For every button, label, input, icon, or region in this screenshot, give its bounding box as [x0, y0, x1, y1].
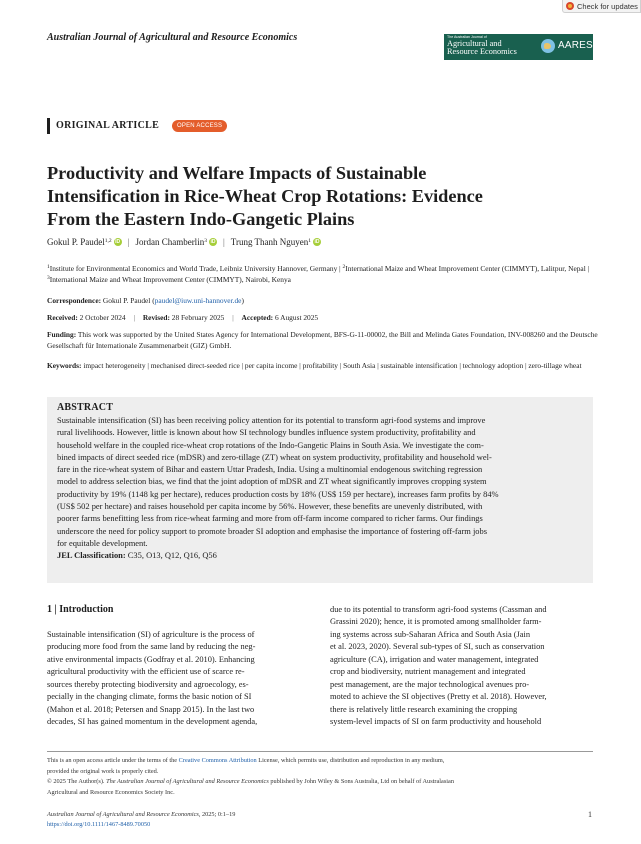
body-line: ing systems across sub-Saharan Africa and South Asia (Jain [330, 629, 531, 639]
orcid-icon[interactable]: iD [115, 239, 121, 245]
license-link[interactable]: Creative Commons Attribution [178, 757, 257, 764]
crossmark-icon [566, 2, 574, 10]
funding [47, 329, 607, 351]
affil-sup: 3 [47, 275, 50, 281]
affil-sup: 2 [342, 264, 346, 270]
body-line: producing more food from the same land by reducing the neg- [47, 642, 256, 652]
affiliation-1: Institute for Environmental Economics and World Trade, Leibniz University Hannover, Germany [49, 264, 338, 273]
title-line: Productivity and Welfare Impacts of Sustainable [47, 163, 427, 183]
copyright-text: © 2025 The Author(s). [47, 778, 107, 786]
abstract-line: (US$ 502 per hectare) and raises household per capita income by 56%. However, these benefits are unevenly distributed, with [57, 501, 483, 512]
keywords-label: Keywords: [47, 361, 82, 370]
abstract-text [57, 414, 585, 549]
abstract-line: fare in the rice-wheat system of Bihar and eastern Uttar Pradesh, India. Using a multinomial endogenous switching regression [57, 464, 483, 475]
body-line: (Mahon et al. 2018; Petersen and Snapp 2015). In the last two [47, 704, 255, 714]
author-separator: | [127, 237, 130, 247]
body-line: due to its potential to transform agri-food systems (Cassman and [330, 605, 547, 614]
funding-label: Funding: [47, 330, 77, 339]
body-line: system-level impacts of SI on farm productivity and household [330, 717, 542, 727]
article-dates [47, 312, 318, 323]
received-date: 2 October 2024 [79, 313, 126, 322]
received-label: Received: [47, 313, 78, 322]
license-text: This is an open access article under the terms of the [47, 757, 179, 764]
author-affil-sup: 3 [204, 238, 207, 244]
citation-journal: Australian Journal of Agricultural and Resource Economics [47, 811, 199, 818]
abstract-line: household welfare in the coupled rice-wheat crop rotations of the Indo-Gangetic Plains in South Asia. We investigate the com- [57, 439, 484, 450]
footer-license [47, 756, 597, 798]
author-affil-sup: 1 [308, 238, 312, 244]
abstract-line: for equitable development. [57, 537, 148, 548]
body-line: Sustainable intensification (SI) of agriculture is the process of [47, 630, 255, 639]
correspondence: Correspondence: Gokul P. Paudel (paudel@iuw.uni-hannover.de) [47, 296, 244, 305]
check-for-updates-button[interactable] [562, 0, 641, 13]
body-line: agriculture (CA), irrigation and water management, integrated [330, 654, 539, 664]
open-access-badge[interactable]: OPEN ACCESS [172, 120, 227, 132]
author-name[interactable]: Trung Thanh Nguyen [230, 237, 309, 247]
page-number: 1 [588, 810, 592, 819]
copyright-text: Agricultural and Resource Economics Society Inc. [47, 788, 175, 796]
accepted-label: Accepted: [241, 313, 274, 322]
logo-small-text: The Australian Journal of [447, 35, 487, 39]
globe-icon [541, 39, 555, 53]
author-name[interactable]: Jordan Chamberlin [135, 237, 205, 247]
body-line: there is relatively little research examining the cropping [330, 704, 518, 714]
abstract-line: productivity by 19% (1148 kg per hectare), reduces production costs by 18% (US$ 159 per hectare), increases farm profits by 84% [57, 488, 499, 499]
logo-org: AARES [558, 40, 593, 51]
abstract-line: Sustainable intensification (SI) has been receiving policy attention for its potential to transform agri-food systems and improve [57, 415, 486, 425]
abstract-heading: ABSTRACT [57, 402, 114, 413]
jel-codes: C35, O13, Q12, Q16, Q56 [127, 550, 217, 561]
citation-volume: , 2025; 0:1–19 [198, 811, 236, 818]
orcid-icon[interactable]: iD [314, 239, 320, 245]
affiliation-2: International Maize and Wheat Improvement Center (CIMMYT), Lalitpur, Nepal [345, 264, 586, 273]
affiliations [47, 263, 607, 285]
revised-label: Revised: [142, 313, 170, 322]
body-line: ative environmental impacts (Godfray et al. 2010). Enhancing [47, 654, 255, 664]
article-type: ORIGINAL ARTICLE [56, 120, 160, 131]
copyright-journal: The Australian Journal of Agricultural and Resource Economics [106, 778, 269, 786]
body-line: agricultural productivity with the efficient use of scarce re- [47, 667, 245, 677]
funding-text: This work was supported by the United States Agency for International Development, BFS-G-11-00002, the Bill and Melinda Gates Foundation, INV-008260 and the Deutsche Gesellschaft für Internationale Zusammenarbeit (GIZ) GmbH. [47, 330, 598, 350]
abstract-line: model to address selection bias, we find that the joint adoption of mDSR and ZT wheat significantly improves cropping system [57, 476, 487, 487]
jel-classification [57, 549, 585, 561]
journal-logo[interactable] [444, 34, 593, 60]
logo-line2: Resource Economics [447, 47, 517, 56]
title-line: From the Eastern Indo-Gangetic Plains [47, 209, 355, 229]
jel-label: JEL Classification: [57, 550, 126, 561]
keywords [47, 360, 607, 371]
article-type-bar [47, 118, 50, 134]
correspondence-name: Gokul P. Paudel [102, 296, 151, 305]
license-text: provided the original work is properly cited. [47, 767, 159, 775]
body-line: Grassini 2020); hence, it is promoted among smallholder farm- [330, 617, 542, 627]
affil-sup: 1 [47, 264, 50, 270]
abstract-line: poorer farms benefitting less from rice-wheat farming and more from off-farm income compared to richer farms. Our findings [57, 513, 483, 524]
section-heading-introduction: 1 | Introduction [47, 604, 114, 615]
correspondence-label: Correspondence: [47, 296, 102, 305]
check-for-updates-label: Check for updates [577, 1, 638, 11]
body-line: crop and biodiversity, nutrient management and integrated [330, 667, 526, 677]
author-affil-sup: 1,2 [104, 238, 112, 244]
intro-column-right [330, 604, 594, 729]
correspondence-email-link[interactable]: paudel@iuw.uni-hannover.de [154, 296, 242, 305]
intro-column-left [47, 629, 339, 729]
author-separator: | [222, 237, 225, 247]
body-line: moted to achieve the SI objectives (Pretty et al. 2018). However, [330, 692, 547, 702]
body-line: et al. 2023, 2020). Several sub-types of SI, such as conservation [330, 642, 545, 652]
body-line: pecially in the changing climate, forms the basic notion of SI [47, 692, 252, 702]
license-text: License, which permits use, distribution and reproduction in any medium, [256, 757, 445, 764]
abstract-line: bined impacts of direct seeded rice (mDSR) and zero-tillage (ZT) wheat on system productivity, profitability and household wel- [57, 451, 492, 462]
affil-separator: | [585, 264, 590, 273]
article-title [47, 162, 607, 231]
body-line: sources thereby protecting biodiversity and agroecology, es- [47, 679, 249, 689]
doi-link[interactable]: https://doi.org/10.1111/1467-8489.70050 [47, 821, 151, 828]
orcid-icon[interactable]: iD [210, 239, 216, 245]
abstract-line: rural livelihoods. However, little is known about how SI technology bundles influence system productivity, profitability and [57, 427, 476, 438]
accepted-date: 6 August 2025 [275, 313, 319, 322]
body-line: decades, SI has gained momentum in the development agenda, [47, 717, 258, 727]
author-name[interactable]: Gokul P. Paudel [47, 237, 105, 247]
author-list [47, 237, 321, 247]
copyright-text: published by John Wiley & Sons Australia, Ltd on behalf of Australasian [268, 778, 454, 786]
abstract-box [47, 397, 593, 583]
journal-header: Australian Journal of Agricultural and Resource Economics [47, 32, 298, 43]
footer-citation [47, 810, 235, 830]
logo-line1: Agricultural and [447, 39, 502, 48]
affil-separator: | [337, 264, 343, 273]
footer-divider [47, 751, 593, 752]
date-separator: | [133, 313, 135, 322]
abstract-line: underscore the need for policy support to promote broader SI adoption and emphasise the importance of fostering off-farm jobs [57, 525, 488, 536]
body-line: pest management, are the major technological avenues pro- [330, 679, 530, 689]
keywords-text: impact heterogeneity | mechanised direct-seeded rice | per capita income | profitability | South Asia | sustainable intensification | technology adoption | zero-tillage wheat [83, 361, 582, 370]
affiliation-3: International Maize and Wheat Improvement Center (CIMMYT), Nairobi, Kenya [49, 275, 291, 284]
date-separator: | [232, 313, 234, 322]
revised-date: 28 February 2025 [171, 313, 225, 322]
title-line: Intensification in Rice-Wheat Crop Rotations: Evidence [47, 186, 483, 206]
